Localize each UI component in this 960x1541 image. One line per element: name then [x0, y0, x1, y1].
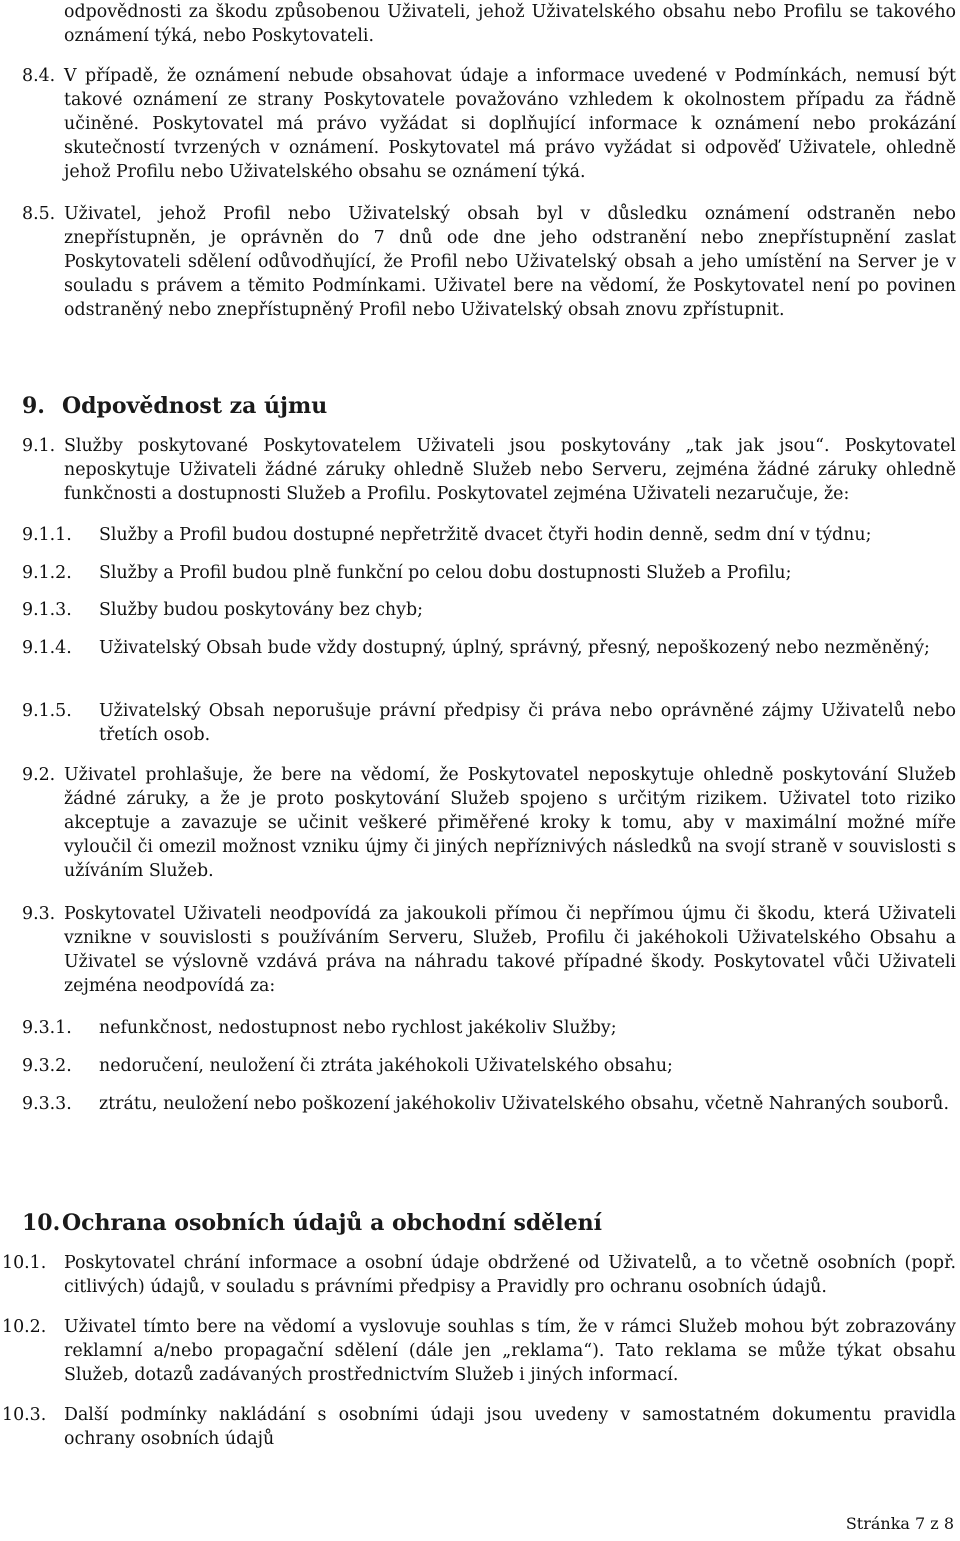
- clause-number: 8.5.: [22, 204, 56, 224]
- clause-8-4-text: V případě, že oznámení nebude obsahovat údaje a informace uvedené v Podmínkách, nemusí být takové oznámení ze strany Poskytovatele považováno vzhledem k okolnostem případu za řádně učiněné. Poskytovatel má právo vyžádat si doplňující informace k oznámení nebo prokázání skutečností tvrzených v oznámení. Poskytovatel má právo vyžádat si odpověď Uživatele, ohledně jehož Profilu nebo Uživatelského obsahu se oznámení týká.: [64, 66, 956, 182]
- subclause-text: Služby a Profil budou dostupné nepřetržitě dvacet čtyři hodin denně, sedm dní v týdnu;: [99, 525, 872, 545]
- subclause-number: 9.1.1.: [22, 525, 72, 545]
- clause-10-2-text: Uživatel tímto bere na vědomí a vyslovuje souhlas s tím, že v rámci Služeb mohou být zobrazovány reklamní a/nebo propagační sdělení (dále jen „reklama“). Tato reklama se může týkat obsahu Služeb, dotazů zadávaných prostřednictvím Služeb i jiných informací.: [64, 1317, 956, 1385]
- subclause-number: 9.3.3.: [22, 1094, 72, 1114]
- clause-10-1-text: Poskytovatel chrání informace a osobní údaje obdržené od Uživatelů, a to včetně osobních (popř. citlivých) údajů, v souladu s právními předpisy a Pravidly pro ochranu osobních údajů.: [64, 1253, 956, 1297]
- clause-9-3-text: Poskytovatel Uživateli neodpovídá za jakoukoli přímou či nepřímou újmu či škodu, která Uživateli vznikne v souvislosti s používáním Serveru, Služeb, Profilu či jakéhokoli Uživatelského Obsahu a Uživatel se výslovně vzdává práva na náhradu takové případné škody. Poskytovatel vůči Uživateli zejména neodpovídá za:: [64, 904, 956, 996]
- clause-9-1-text: Služby poskytované Poskytovatelem Uživateli jsou poskytovány „tak jak jsou“. Poskytovatel neposkytuje Uživateli žádné záruky ohledně Služeb nebo Serveru, zejména žádné záruky ohledně funkčnosti a dostupnosti Služeb a Profilu. Poskytovatel zejména Uživateli nezaručuje, že:: [64, 436, 956, 504]
- clause-number: 9.3.: [22, 904, 56, 924]
- subclause-number: 9.3.2.: [22, 1056, 72, 1076]
- clause-number: 10.1.: [2, 1253, 47, 1273]
- section-9-number: 9.: [22, 393, 45, 419]
- subclause-number: 9.1.2.: [22, 563, 72, 583]
- subclause-number: 9.1.5.: [22, 701, 72, 721]
- clause-8-5-text: Uživatel, jehož Profil nebo Uživatelský obsah byl v důsledku oznámení odstraněn nebo znepřístupněn, je oprávněn do 7 dnů ode dne jeho odstranění nebo znepřístupnění zaslat Poskytovateli sdělení odůvodňující, že Profil nebo Uživatelský obsah a jeho umístění na Server je v souladu s právem a těmito Podmínkami. Uživatel bere na vědomí, že Poskytovatel není po povinen odstraněný nebo znepřístupněný Profil nebo Uživatelský obsah znovu zpřístupnit.: [64, 204, 956, 320]
- clause-9-2-text: Uživatel prohlašuje, že bere na vědomí, že Poskytovatel neposkytuje ohledně poskytování Služeb žádné záruky, a že je proto poskytování Služeb spojeno s určitým rizikem. Uživatel toto riziko akceptuje a zavazuje se učinit veškeré přiměřené kroky k tomu, aby v maximální možné míře vyloučil či omezil možnost vzniku újmy či jiných nepříznivých následků na svojí straně v souvislosti s užíváním Služeb.: [64, 765, 956, 881]
- subclause-number: 9.1.3.: [22, 600, 72, 620]
- subclause-text: Uživatelský Obsah neporušuje právní předpisy či práva nebo oprávněné zájmy Uživatelů nebo třetích osob.: [99, 701, 956, 745]
- clause-number: 10.3.: [2, 1405, 47, 1425]
- subclause-number: 9.3.1.: [22, 1018, 72, 1038]
- subclause-text: ztrátu, neuložení nebo poškození jakéhokoliv Uživatelského obsahu, včetně Nahraných souborů.: [99, 1094, 949, 1114]
- clause-number: 8.4.: [22, 66, 56, 86]
- subclause-text: Služby budou poskytovány bez chyb;: [99, 600, 423, 620]
- subclause-text: nedoručení, neuložení či ztráta jakéhokoli Uživatelského obsahu;: [99, 1056, 673, 1076]
- clause-number: 9.1.: [22, 436, 56, 456]
- page-number-label: Stránka 7 z 8: [845, 1514, 954, 1533]
- clause-number: 10.2.: [2, 1317, 47, 1337]
- continuation-paragraph: odpovědnosti za škodu způsobenou Uživateli, jehož Uživatelského obsahu nebo Profilu se takového oznámení týká, nebo Poskytovateli.: [64, 2, 956, 46]
- section-9-heading: Odpovědnost za újmu: [62, 393, 328, 419]
- clause-number: 9.2.: [22, 765, 56, 785]
- section-10-number: 10.: [22, 1210, 61, 1236]
- subclause-text: Služby a Profil budou plně funkční po celou dobu dostupnosti Služeb a Profilu;: [99, 563, 792, 583]
- section-10-heading: Ochrana osobních údajů a obchodní sdělení: [62, 1210, 602, 1236]
- subclause-number: 9.1.4.: [22, 638, 72, 658]
- subclause-text: Uživatelský Obsah bude vždy dostupný, úplný, správný, přesný, nepoškozený nebo nezměněný;: [99, 638, 930, 658]
- subclause-text: nefunkčnost, nedostupnost nebo rychlost jakékoliv Služby;: [99, 1018, 617, 1038]
- clause-10-3-text: Další podmínky nakládání s osobními údaji jsou uvedeny v samostatném dokumentu pravidla ochrany osobních údajů: [64, 1405, 956, 1449]
